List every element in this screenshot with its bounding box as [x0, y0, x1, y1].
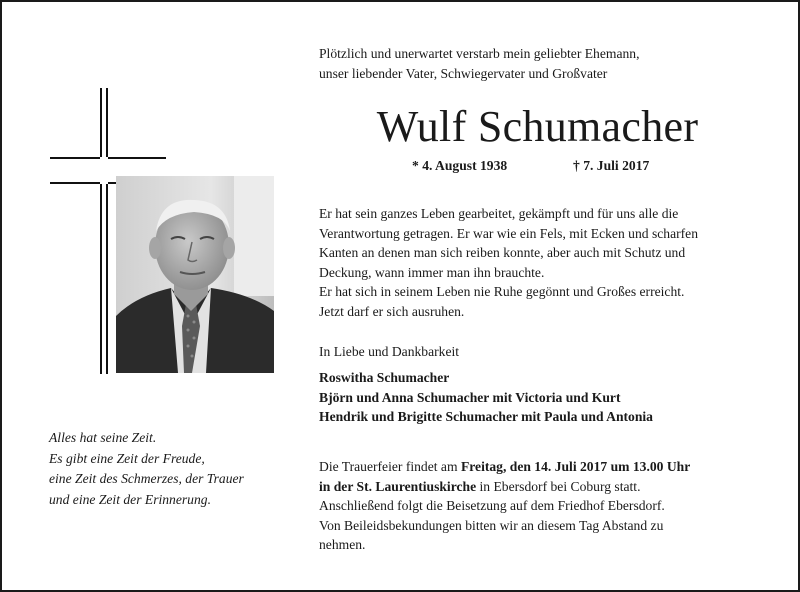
birth-date: * 4. August 1938 — [412, 158, 508, 173]
tribute-line: Kanten an denen man sich reiben konnte, aber auch mit Schutz und — [319, 245, 686, 261]
poem — [49, 428, 279, 511]
tribute-line: Verantwortung getragen. Er war wie ein Fels, mit Ecken und scharfen — [319, 225, 698, 241]
funeral-line-1 — [319, 457, 756, 477]
funeral-place-rest: in Ebersdorf bei Coburg statt. — [476, 478, 641, 494]
poem-line: eine Zeit des Schmerzes, der Trauer — [49, 471, 244, 487]
death-date: † 7. Juli 2017 — [573, 158, 650, 173]
family-list — [319, 368, 756, 427]
family-member: Björn und Anna Schumacher mit Victoria und Kurt — [319, 389, 621, 405]
funeral-prefix: Die Trauerfeier findet am — [319, 459, 461, 474]
funeral-date: Freitag, den 14. Juli 2017 um 13.00 Uhr — [460, 459, 691, 474]
intro-line: Plötzlich und unerwartet verstarb mein geliebter Ehemann, — [319, 46, 640, 61]
poem-line: und eine Zeit der Erinnerung. — [49, 492, 211, 508]
thanks-line: In Liebe und Dankbarkeit — [319, 344, 460, 359]
funeral-line-4: Von Beileidsbekundungen bitten wir an diesem Tag Abstand zu — [319, 517, 664, 533]
tribute-line: Deckung, wann immer man ihn brauchte. — [319, 264, 545, 280]
tribute-text — [319, 204, 756, 322]
deceased-name: Wulf Schumacher — [376, 102, 699, 151]
funeral-line-5: nehmen. — [319, 537, 366, 553]
cross-icon — [100, 88, 108, 374]
tribute-line: Er hat sein ganzes Leben gearbeitet, gekämpft und für uns alle die — [319, 206, 679, 221]
poem-line: Es gibt eine Zeit der Freude, — [49, 450, 205, 466]
family-member: Roswitha Schumacher — [319, 370, 450, 385]
tribute-line: Er hat sich in seinem Leben nie Ruhe gegönnt und Großes erreicht. — [319, 284, 685, 300]
family-member: Hendrik und Brigitte Schumacher mit Paula und Antonia — [319, 409, 653, 424]
cross-center — [100, 157, 108, 184]
funeral-info — [319, 457, 756, 555]
funeral-line-3: Anschließend folgt die Beisetzung auf dem Friedhof Ebersdorf. — [319, 498, 665, 514]
intro-line: unser liebender Vater, Schwiegervater und Großvater — [319, 65, 608, 81]
tribute-line: Jetzt darf er sich ausruhen. — [319, 303, 465, 319]
funeral-place: in der St. Laurentiuskirche — [319, 478, 477, 494]
funeral-line-2 — [319, 477, 756, 497]
portrait-photo — [116, 176, 274, 373]
poem-line: Alles hat seine Zeit. — [49, 430, 157, 445]
intro-text — [319, 44, 756, 83]
